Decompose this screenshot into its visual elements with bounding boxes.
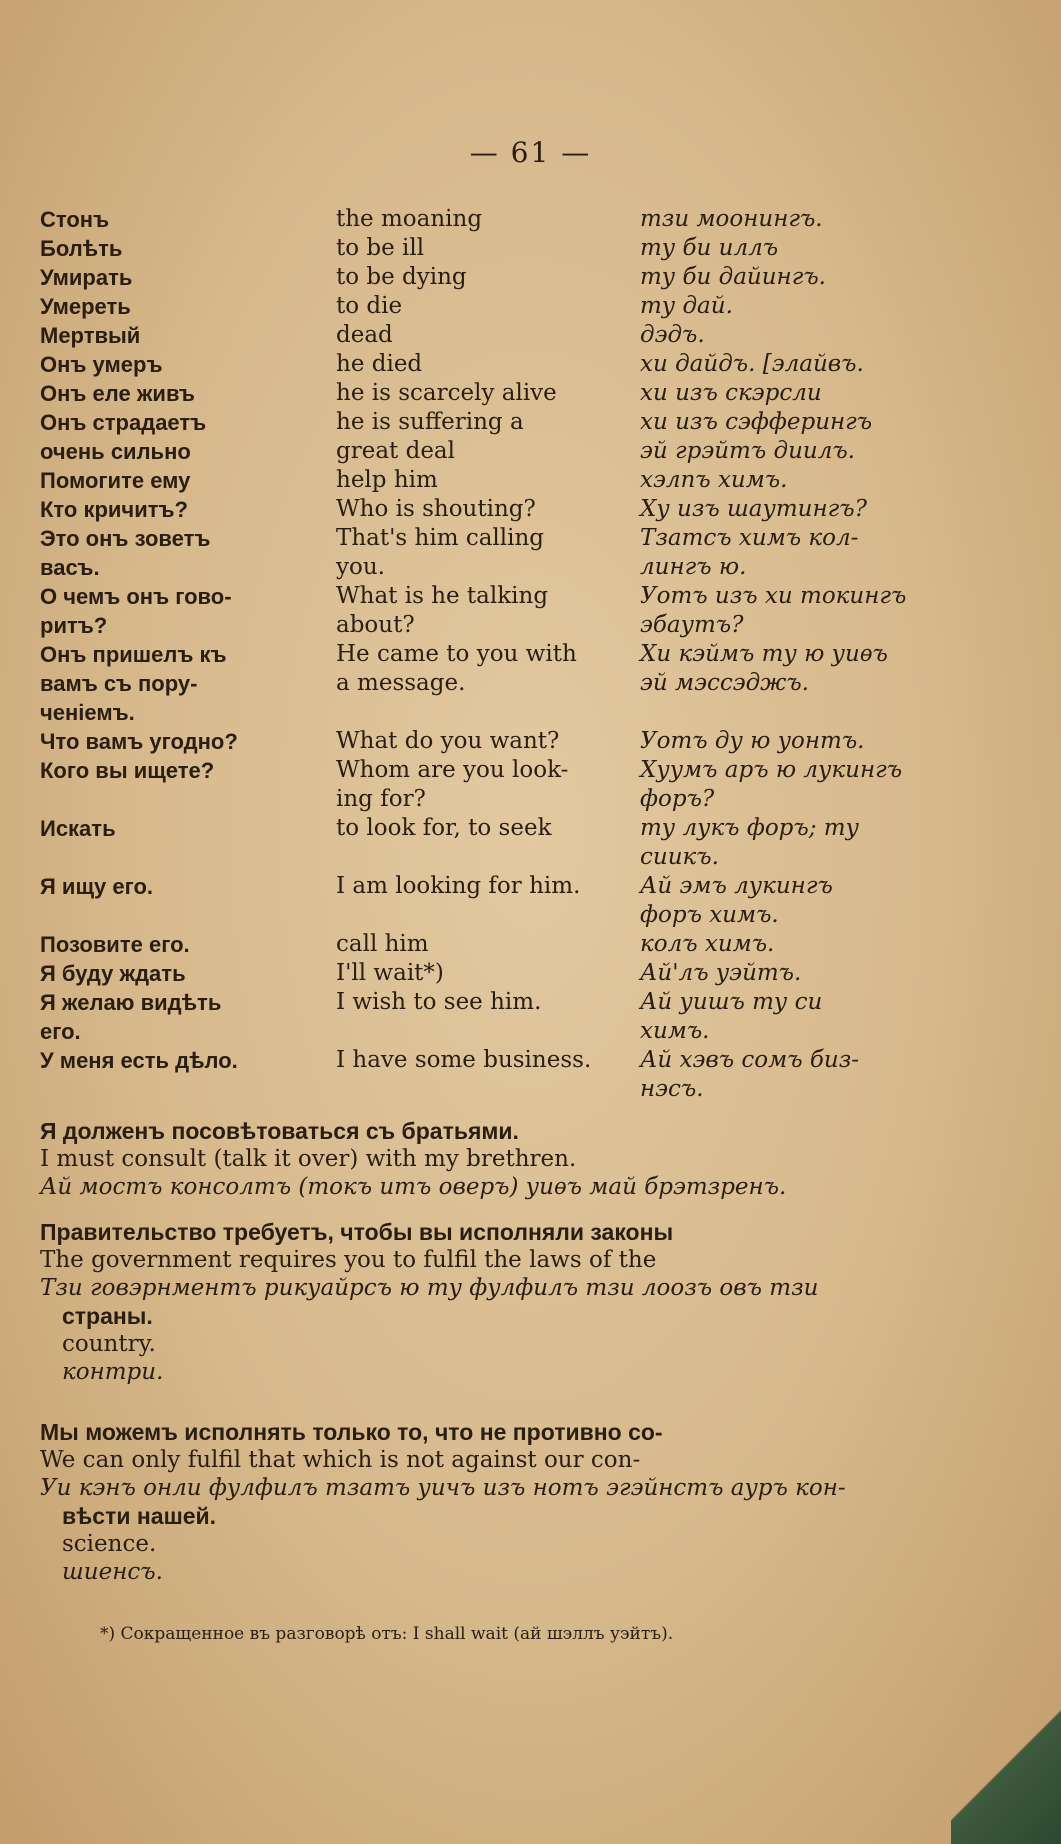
english-word: he is suffering a great deal — [336, 409, 524, 464]
vocab-row — [40, 234, 1030, 263]
vocab-row — [40, 582, 1030, 640]
transcription: ту би дайингъ. — [640, 264, 826, 290]
vocab-row — [40, 814, 1030, 872]
english-word: the moaning — [336, 206, 483, 232]
phrase-russian: Я долженъ посовѣтоваться съ братьями. — [40, 1118, 519, 1144]
transcription: Уотъ ду ю уонтъ. — [640, 728, 865, 754]
english-word: to be ill — [336, 235, 425, 261]
russian-word: Умирать — [40, 265, 133, 290]
transcription: ту дай. — [640, 293, 733, 319]
russian-word: Искать — [40, 816, 116, 841]
vocab-row — [40, 524, 1030, 582]
english-word: to be dying — [336, 264, 467, 290]
vocab-row — [40, 756, 1030, 814]
russian-word: Онъ еле живъ — [40, 381, 195, 406]
transcription: хи дайдъ. [элайвъ. — [640, 351, 864, 377]
phrase-russian-cont: страны. — [62, 1303, 153, 1329]
vocab-row — [40, 727, 1030, 756]
transcription: Ай хэвъ сомъ биз- нэсъ. — [640, 1047, 860, 1102]
russian-word: Стонъ — [40, 207, 110, 232]
vocab-row — [40, 466, 1030, 495]
english-word: What is he talking about? — [336, 583, 549, 638]
russian-word: Я буду ждать — [40, 961, 186, 986]
phrase-english-cont: science. — [62, 1531, 157, 1557]
russian-word: Кого вы ищете? — [40, 758, 215, 783]
transcription: тзи моонингъ. — [640, 206, 823, 232]
phrase-transcription: Ай мостъ консолтъ (токъ итъ оверъ) уиѳъ май брэтзренъ. — [40, 1174, 787, 1200]
phrase-transcription: Уи кэнъ онли фулфилъ тзатъ уичъ изъ нотъ эгэйнстъ ауръ кон- — [40, 1475, 846, 1501]
transcription: ту лукъ форъ; ту сиикъ. — [640, 815, 859, 870]
phrase-russian: Мы можемъ исполнять только то, что не противно со- — [40, 1419, 663, 1445]
phrase-block-1 — [40, 1117, 1020, 1201]
transcription: хи изъ сэфферингъ эй грэйтъ диилъ. — [640, 409, 873, 464]
english-word: he is scarcely alive — [336, 380, 557, 406]
english-word: I'll wait*) — [336, 960, 444, 986]
russian-word: У меня есть дѣло. — [40, 1048, 238, 1073]
russian-word: Я желаю видѣть его. — [40, 990, 222, 1044]
footnote: *) Сокращенное въ разговорѣ отъ: I shall wait (ай шэллъ уэйтъ). — [100, 1624, 674, 1644]
russian-word: Умереть — [40, 294, 131, 319]
phrase-english-cont: country. — [62, 1331, 156, 1357]
russian-word: Онъ страдаетъ очень сильно — [40, 410, 207, 464]
phrase-block-3 — [40, 1418, 1020, 1586]
vocab-row — [40, 350, 1030, 379]
english-word: to die — [336, 293, 403, 319]
phrase-transcription: Тзи говэрнментъ рикуайрсъ ю ту фулфилъ тзи лоозъ овъ тзи — [40, 1275, 819, 1301]
english-word: help him — [336, 467, 438, 493]
russian-word: Кто кричитъ? — [40, 497, 188, 522]
vocab-row — [40, 959, 1030, 988]
english-word: dead — [336, 322, 393, 348]
transcription: ту би иллъ — [640, 235, 779, 261]
transcription: Тзатсъ химъ кол- лингъ ю. — [640, 525, 859, 580]
transcription: колъ химъ. — [640, 931, 775, 957]
russian-word: Это онъ зоветъ васъ. — [40, 526, 211, 580]
phrase-transcription-cont: контри. — [62, 1359, 164, 1385]
russian-word: Помогите ему — [40, 468, 191, 493]
transcription: Ай'лъ уэйтъ. — [640, 960, 802, 986]
russian-word: О чемъ онъ гово- ритъ? — [40, 584, 232, 638]
vocab-row — [40, 1046, 1030, 1104]
vocab-row — [40, 495, 1030, 524]
transcription: Хи кэймъ ту ю уиѳъ эй мэссэджъ. — [640, 641, 888, 696]
english-word: he died — [336, 351, 423, 377]
phrase-russian: Правительство требуетъ, чтобы вы исполняли законы — [40, 1219, 674, 1245]
vocab-row — [40, 872, 1030, 930]
russian-word: Болѣть — [40, 236, 123, 261]
english-word: Who is shouting? — [336, 496, 536, 522]
vocab-row — [40, 321, 1030, 350]
vocab-row — [40, 930, 1030, 959]
page-number: — 61 — — [469, 136, 592, 169]
page-edge-decoration — [951, 1684, 1061, 1844]
english-word: I have some business. — [336, 1047, 592, 1073]
russian-word: Онъ умеръ — [40, 352, 163, 377]
vocab-row — [40, 205, 1030, 234]
russian-word: Мертвый — [40, 323, 141, 348]
transcription: Ай эмъ лукингъ форъ химъ. — [640, 873, 833, 928]
phrase-english: We can only fulfil that which is not against our con- — [40, 1447, 641, 1473]
english-word: He came to you with a message. — [336, 641, 577, 696]
english-word: Whom are you look- ing for? — [336, 757, 569, 812]
phrase-english: The government requires you to fulfil the laws of the — [40, 1247, 657, 1273]
vocab-row — [40, 408, 1030, 466]
vocab-row — [40, 263, 1030, 292]
vocab-row — [40, 379, 1030, 408]
russian-word: Позовите его. — [40, 932, 190, 957]
phrase-block-2 — [40, 1218, 1020, 1386]
english-word: I wish to see him. — [336, 989, 542, 1015]
phrase-transcription-cont: шиенсъ. — [62, 1559, 163, 1585]
transcription: Ху изъ шаутингъ? — [640, 496, 867, 522]
transcription: дэдъ. — [640, 322, 705, 348]
phrase-english: I must consult (talk it over) with my brethren. — [40, 1146, 577, 1172]
russian-word: Я ищу его. — [40, 874, 154, 899]
russian-word: Что вамъ угодно? — [40, 729, 238, 754]
vocab-row — [40, 988, 1030, 1046]
english-word: call him — [336, 931, 429, 957]
english-word: That's him calling you. — [336, 525, 545, 580]
russian-word: Онъ пришелъ къ вамъ съ пору- ченіемъ. — [40, 642, 227, 725]
vocab-row — [40, 640, 1030, 727]
english-word: I am looking for him. — [336, 873, 581, 899]
transcription: Ай уишъ ту си химъ. — [640, 989, 823, 1044]
phrase-russian-cont: вѣсти нашей. — [62, 1503, 217, 1529]
english-word: to look for, to seek — [336, 815, 552, 841]
vocab-row — [40, 292, 1030, 321]
transcription: хи изъ скэрсли — [640, 380, 822, 406]
transcription: хэлпъ химъ. — [640, 467, 788, 493]
transcription: Хуумъ аръ ю лукингъ форъ? — [640, 757, 903, 812]
english-word: What do you want? — [336, 728, 560, 754]
vocabulary-table — [40, 205, 1030, 1104]
transcription: Уотъ изъ хи токингъ эбаутъ? — [640, 583, 907, 638]
